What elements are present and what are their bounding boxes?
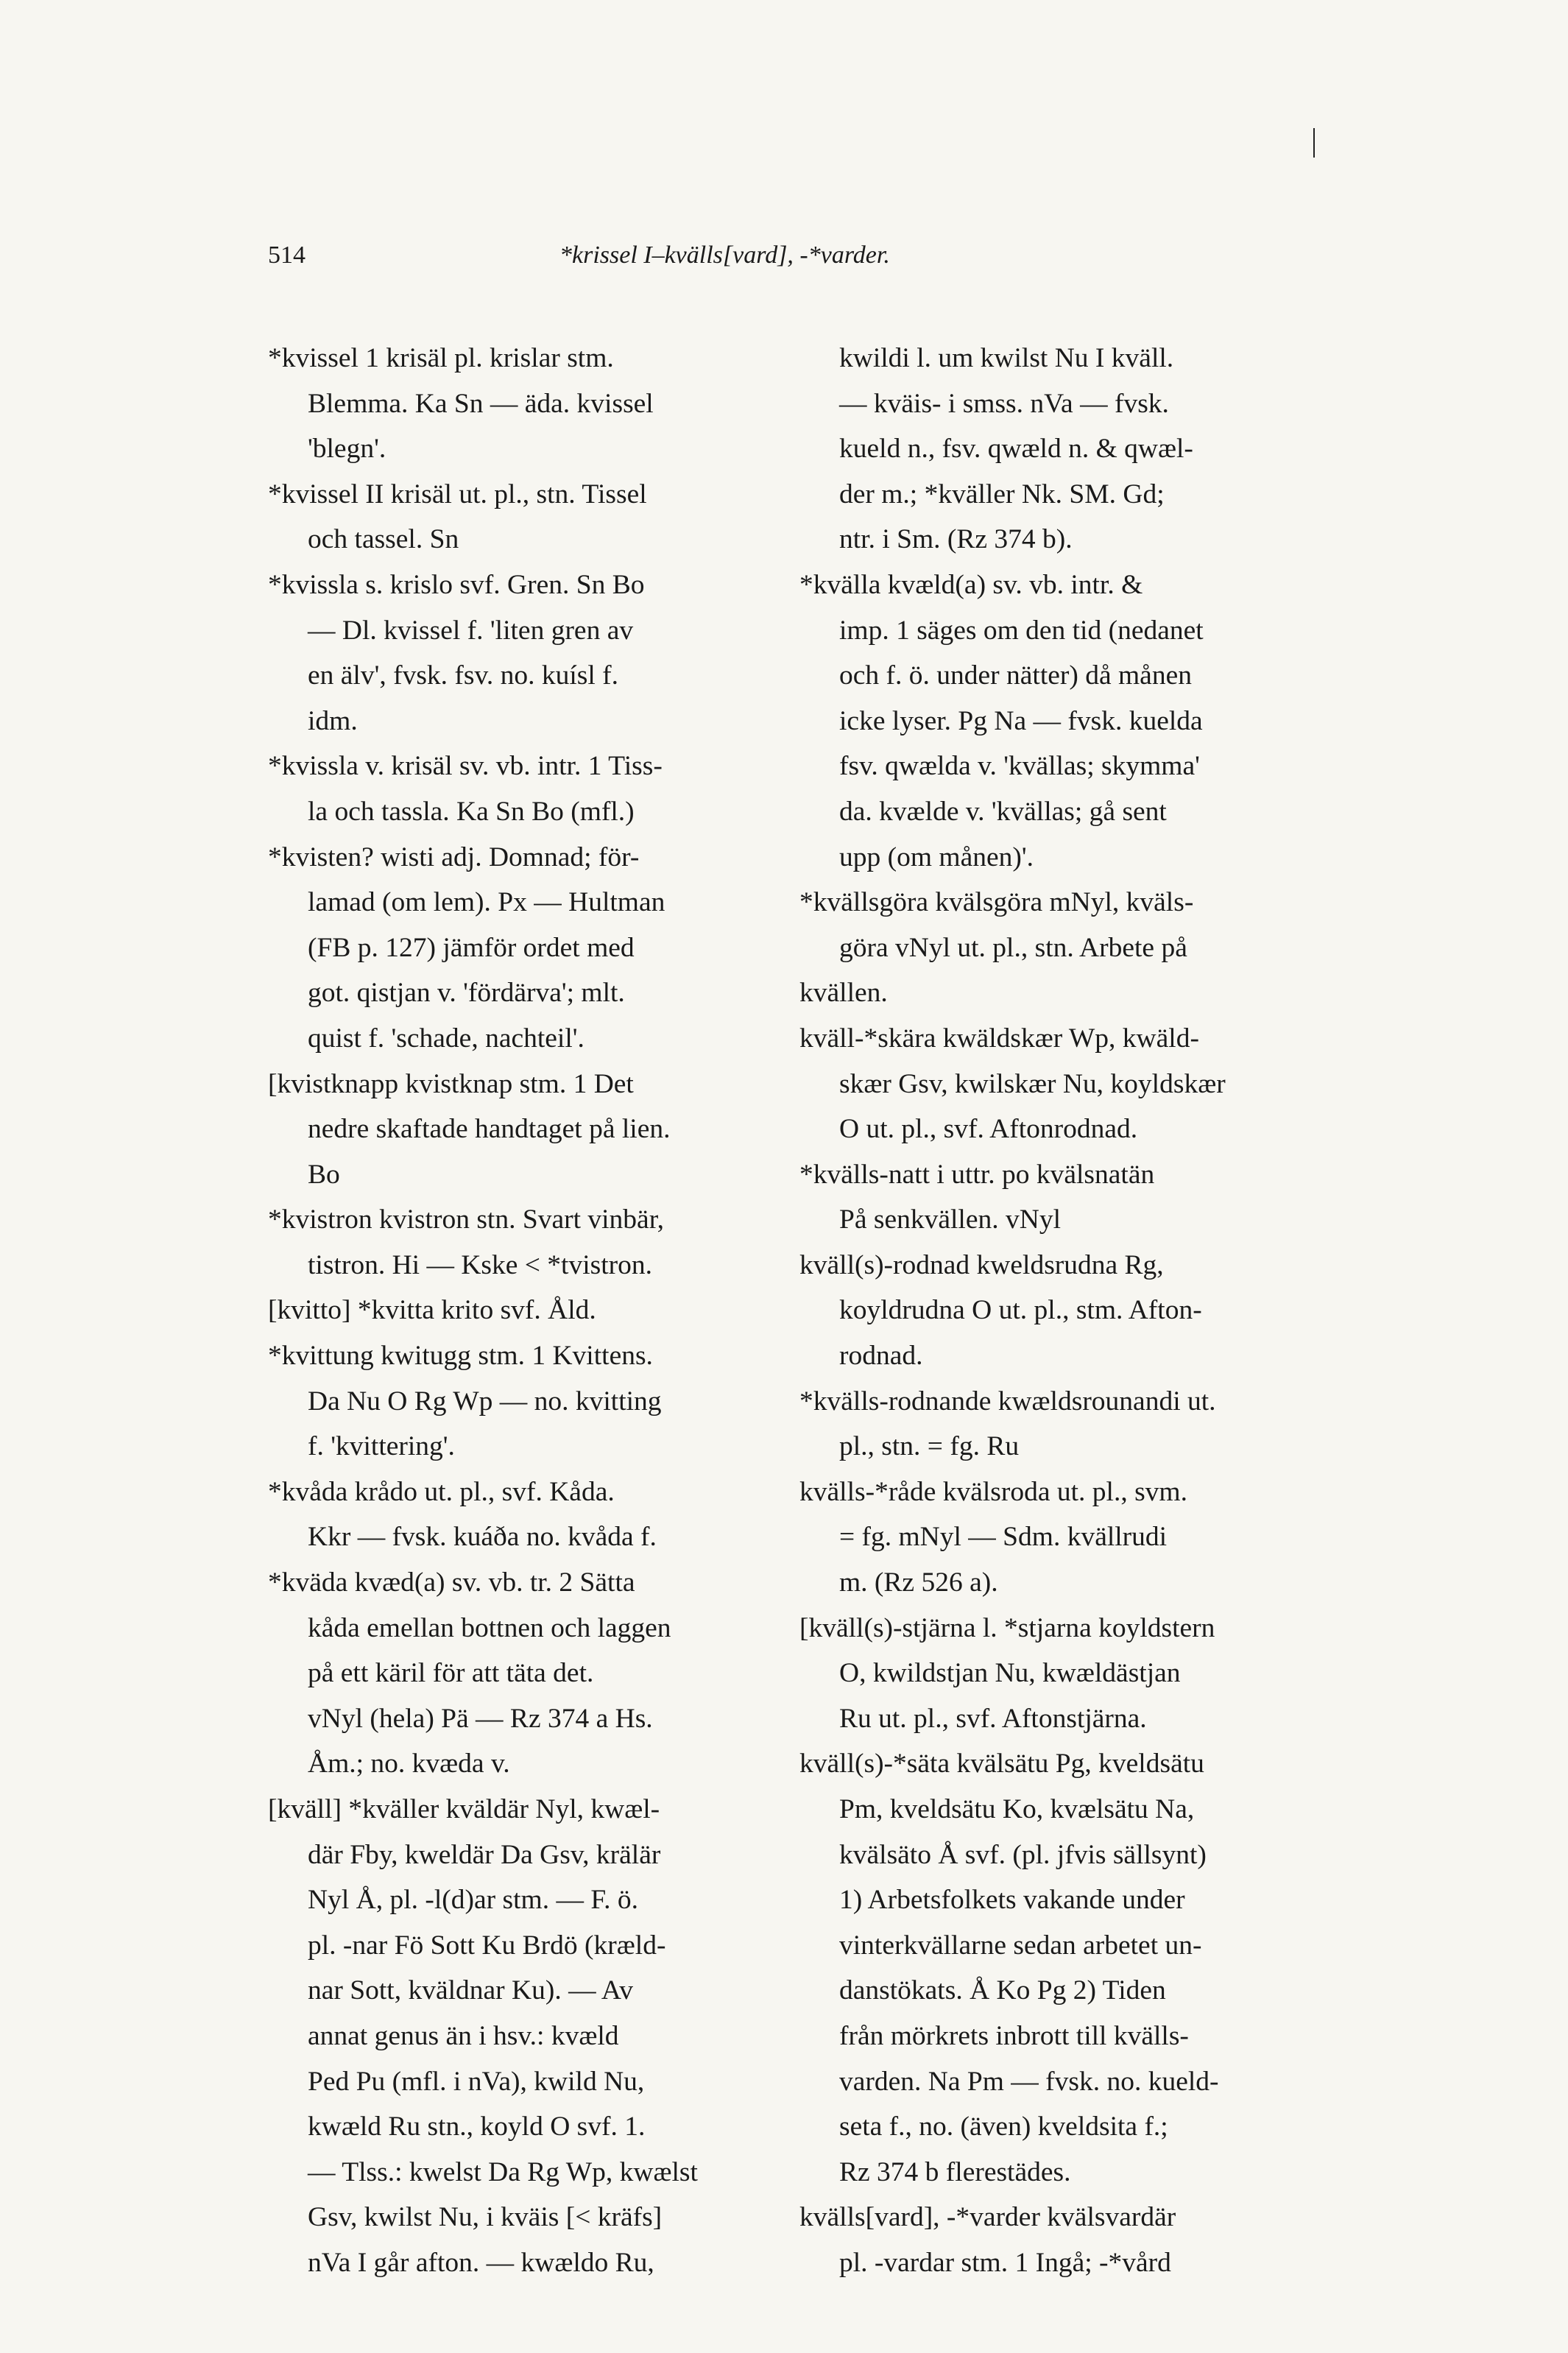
dictionary-line: kueld n., fsv. qwæld n. & qwæl- bbox=[839, 434, 1193, 465]
dictionary-line: pl. -vardar stm. 1 Ingå; -*vård bbox=[839, 2247, 1171, 2278]
dictionary-line: Gsv, kwilst Nu, i kväis [< kräfs] bbox=[308, 2202, 663, 2233]
dictionary-line: Da Nu O Rg Wp — no. kvitting bbox=[308, 1386, 662, 1417]
dictionary-line: Pm, kveldsätu Ko, kvælsätu Na, bbox=[839, 1794, 1195, 1824]
dictionary-line: rodnad. bbox=[839, 1341, 923, 1372]
dictionary-line: upp (om månen)'. bbox=[839, 842, 1034, 872]
dictionary-line: *kvälls-rodnande kwældsrounandi ut. bbox=[799, 1386, 1216, 1417]
margin-rule bbox=[1313, 128, 1315, 158]
dictionary-line: och tassel. Sn bbox=[308, 524, 459, 555]
dictionary-line: en älv', fvsk. fsv. no. kuísl f. bbox=[308, 660, 618, 691]
dictionary-line: Bo bbox=[308, 1159, 340, 1190]
dictionary-line: la och tassla. Ka Sn Bo (mfl.) bbox=[308, 796, 635, 827]
dictionary-line: [kvistknapp kvistknap stm. 1 Det bbox=[268, 1068, 634, 1099]
dictionary-line: f. 'kvittering'. bbox=[308, 1431, 455, 1462]
dictionary-line: O, kwildstjan Nu, kwældästjan bbox=[839, 1658, 1181, 1689]
dictionary-line: kväll-*skära kwäldskær Wp, kwäld- bbox=[799, 1023, 1199, 1054]
dictionary-line: *kvåda krådo ut. pl., svf. Kåda. bbox=[268, 1476, 615, 1507]
dictionary-line: kwildi l. um kwilst Nu I kväll. bbox=[839, 343, 1174, 373]
dictionary-line: idm. bbox=[308, 705, 358, 736]
dictionary-line: kväll(s)-rodnad kweldsrudna Rg, bbox=[799, 1249, 1164, 1280]
dictionary-line: nedre skaftade handtaget på lien. bbox=[308, 1114, 671, 1145]
dictionary-line: *kvissla s. krislo svf. Gren. Sn Bo bbox=[268, 569, 645, 600]
dictionary-line: *kväda kvæd(a) sv. vb. tr. 2 Sätta bbox=[268, 1567, 635, 1598]
dictionary-line: *kvisten? wisti adj. Domnad; för- bbox=[268, 842, 640, 872]
dictionary-line: *kvissel 1 krisäl pl. krislar stm. bbox=[268, 343, 614, 373]
dictionary-line: skær Gsv, kwilskær Nu, koyldskær bbox=[839, 1068, 1226, 1099]
dictionary-line: Blemma. Ka Sn — äda. kvissel bbox=[308, 388, 654, 419]
dictionary-line: vinterkvällarne sedan arbetet un- bbox=[839, 1930, 1202, 1961]
dictionary-line: (FB p. 127) jämför ordet med bbox=[308, 932, 635, 963]
page-number: 514 bbox=[268, 241, 306, 269]
dictionary-line: *kvittung kwitugg stm. 1 Kvittens. bbox=[268, 1341, 653, 1372]
dictionary-line: *kvissel II krisäl ut. pl., stn. Tissel bbox=[268, 479, 647, 509]
left-column bbox=[268, 336, 783, 2286]
dictionary-line: 'blegn'. bbox=[308, 434, 386, 465]
dictionary-line: Ru ut. pl., svf. Aftonstjärna. bbox=[839, 1703, 1147, 1734]
dictionary-line: m. (Rz 526 a). bbox=[839, 1567, 998, 1598]
dictionary-line: — Tlss.: kwelst Da Rg Wp, kwælst bbox=[308, 2156, 698, 2187]
dictionary-line: — Dl. kvissel f. 'liten gren av bbox=[308, 615, 634, 646]
dictionary-line: *kvällsgöra kvälsgöra mNyl, kväls- bbox=[799, 887, 1194, 918]
dictionary-line: på ett käril för att täta det. bbox=[308, 1658, 594, 1689]
dictionary-line: *kvälls-natt i uttr. po kvälsnatän bbox=[799, 1159, 1155, 1190]
dictionary-line: [kväll] *kväller kväldär Nyl, kwæl- bbox=[268, 1794, 660, 1824]
dictionary-line: Nyl Å, pl. -l(d)ar stm. — F. ö. bbox=[308, 1885, 639, 1916]
dictionary-line: seta f., no. (även) kveldsita f.; bbox=[839, 2112, 1168, 2142]
dictionary-line: pl. -nar Fö Sott Ku Brdö (kræld- bbox=[308, 1930, 666, 1961]
dictionary-line: = fg. mNyl — Sdm. kvällrudi bbox=[839, 1522, 1168, 1553]
dictionary-line: 1) Arbetsfolkets vakande under bbox=[839, 1885, 1185, 1916]
dictionary-line: kvälsäto Å svf. (pl. jfvis sällsynt) bbox=[839, 1839, 1207, 1870]
dictionary-line: Kkr — fvsk. kuáða no. kvåda f. bbox=[308, 1522, 657, 1553]
dictionary-line: imp. 1 säges om den tid (nedanet bbox=[839, 615, 1204, 646]
dictionary-line: der m.; *kväller Nk. SM. Gd; bbox=[839, 479, 1165, 509]
right-column bbox=[799, 336, 1300, 2286]
dictionary-line: Ped Pu (mfl. i nVa), kwild Nu, bbox=[308, 2066, 645, 2097]
dictionary-line: koyldrudna O ut. pl., stm. Afton- bbox=[839, 1295, 1202, 1326]
dictionary-line: från mörkrets inbrott till kvälls- bbox=[839, 2020, 1189, 2051]
dictionary-line: nVa I går afton. — kwældo Ru, bbox=[308, 2247, 654, 2278]
dictionary-line: varden. Na Pm — fvsk. no. kueld- bbox=[839, 2066, 1219, 2097]
dictionary-line: — kväis- i smss. nVa — fvsk. bbox=[839, 388, 1169, 419]
dictionary-line: vNyl (hela) Pä — Rz 374 a Hs. bbox=[308, 1703, 653, 1734]
dictionary-line: fsv. qwælda v. 'kvällas; skymma' bbox=[839, 751, 1200, 782]
dictionary-line: tistron. Hi — Kske < *tvistron. bbox=[308, 1249, 653, 1280]
dictionary-line: göra vNyl ut. pl., stn. Arbete på bbox=[839, 932, 1187, 963]
dictionary-line: got. qistjan v. 'fördärva'; mlt. bbox=[308, 978, 625, 1009]
dictionary-line: nar Sott, kväldnar Ku). — Av bbox=[308, 1975, 633, 2006]
dictionary-line: [kvitto] *kvitta krito svf. Åld. bbox=[268, 1295, 596, 1326]
dictionary-line: annat genus än i hsv.: kvæld bbox=[308, 2020, 619, 2051]
dictionary-line: och f. ö. under nätter) då månen bbox=[839, 660, 1192, 691]
dictionary-line: icke lyser. Pg Na — fvsk. kuelda bbox=[839, 705, 1203, 736]
dictionary-line: *kvälla kvæld(a) sv. vb. intr. & bbox=[799, 569, 1143, 600]
dictionary-line: pl., stn. = fg. Ru bbox=[839, 1431, 1020, 1462]
dictionary-line: danstökats. Å Ko Pg 2) Tiden bbox=[839, 1975, 1166, 2006]
dictionary-line: O ut. pl., svf. Aftonrodnad. bbox=[839, 1114, 1138, 1145]
dictionary-line: På senkvällen. vNyl bbox=[839, 1204, 1061, 1235]
dictionary-line: kvällen. bbox=[799, 978, 888, 1009]
dictionary-line: *kvissla v. krisäl sv. vb. intr. 1 Tiss- bbox=[268, 751, 663, 782]
dictionary-line: *kvistron kvistron stn. Svart vinbär, bbox=[268, 1204, 665, 1235]
dictionary-line: kåda emellan bottnen och laggen bbox=[308, 1612, 671, 1643]
dictionary-line: lamad (om lem). Px — Hultman bbox=[308, 887, 665, 918]
dictionary-line: kwæld Ru stn., koyld O svf. 1. bbox=[308, 2112, 646, 2142]
dictionary-line: kväll(s)-*säta kvälsätu Pg, kveldsätu bbox=[799, 1749, 1204, 1779]
dictionary-line: kvälls-*råde kvälsroda ut. pl., svm. bbox=[799, 1476, 1187, 1507]
dictionary-line: quist f. 'schade, nachteil'. bbox=[308, 1023, 585, 1054]
dictionary-line: da. kvælde v. 'kvällas; gå sent bbox=[839, 796, 1167, 827]
running-head: *krissel I–kvälls[vard], -*varder. bbox=[559, 241, 890, 269]
dictionary-line: Åm.; no. kvæda v. bbox=[308, 1749, 510, 1779]
dictionary-line: [kväll(s)-stjärna l. *stjarna koyldstern bbox=[799, 1612, 1215, 1643]
dictionary-line: Rz 374 b flerestädes. bbox=[839, 2156, 1071, 2187]
dictionary-line: ntr. i Sm. (Rz 374 b). bbox=[839, 524, 1073, 555]
dictionary-line: där Fby, kweldär Da Gsv, krälär bbox=[308, 1839, 661, 1870]
dictionary-line: kvälls[vard], -*varder kvälsvardär bbox=[799, 2202, 1176, 2233]
